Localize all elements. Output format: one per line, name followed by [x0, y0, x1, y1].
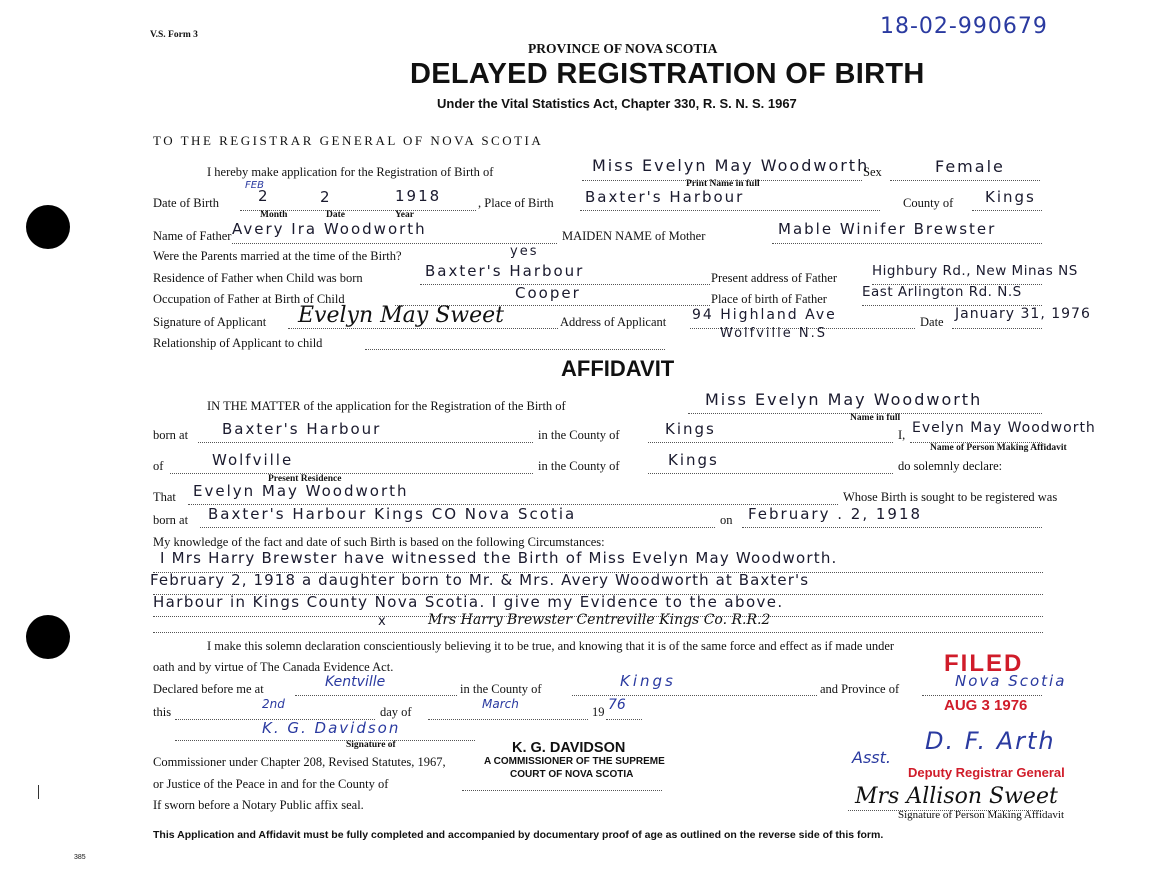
label-this: this — [153, 705, 172, 719]
label-year: Year — [395, 210, 414, 220]
label-in-the-matter: IN THE MATTER of the application for the Registration of the Birth of — [207, 399, 566, 413]
dotted-line — [365, 349, 665, 350]
dotted-line — [952, 328, 1042, 329]
margin-mark — [38, 785, 39, 799]
label-date: Date — [326, 210, 345, 220]
label-maiden-name: MAIDEN NAME of Mother — [562, 229, 706, 243]
affidavit-child-name: Miss Evelyn May Woodworth — [705, 390, 983, 409]
registration-number: 18-02-990679 — [880, 14, 1048, 39]
affidavit-heading: AFFIDAVIT — [561, 356, 675, 381]
label-that: That — [153, 490, 176, 504]
punch-hole — [26, 205, 70, 249]
parents-married: yes — [510, 244, 539, 259]
label-signature-of: Signature of — [346, 740, 396, 750]
declared-day: 2nd — [262, 697, 285, 711]
dotted-line — [648, 442, 893, 443]
mother-maiden-name: Mable Winifer Brewster — [778, 220, 997, 238]
application-date: January 31, 1976 — [955, 306, 1091, 322]
dotted-line — [648, 473, 893, 474]
dotted-line — [170, 473, 533, 474]
label-notary: If sworn before a Notary Public affix seal. — [153, 798, 364, 812]
applicant-address-2: Wolfville N.S — [720, 326, 828, 341]
sex-value: Female — [935, 157, 1005, 176]
dotted-line — [175, 740, 475, 741]
label-knowledge: My knowledge of the fact and date of such Birth is based on the following Circumstances: — [153, 535, 605, 549]
dotted-line — [198, 442, 533, 443]
born-on-date: February . 2, 1918 — [748, 505, 923, 523]
place-of-birth: Baxter's Harbour — [585, 188, 745, 206]
label-solemnly-declare: do solemnly declare: — [898, 459, 1003, 473]
dotted-line — [232, 243, 557, 244]
punch-hole — [26, 615, 70, 659]
label-of: of — [153, 459, 164, 473]
dotted-line — [772, 243, 1042, 244]
label-name-person-affidavit: Name of Person Making Affidavit — [930, 443, 1067, 453]
affidavit-person: Evelyn May Woodworth — [912, 420, 1096, 436]
solemn-declaration-2: oath and by virtue of The Canada Evidence Act. — [153, 660, 394, 674]
label-i: I, — [898, 428, 906, 442]
label-born-at: born at — [153, 428, 189, 442]
applicant-address-1: 94 Highland Ave — [692, 307, 837, 323]
circumstances-line-3: Harbour in Kings County Nova Scotia. I give my Evidence to the above. — [153, 593, 784, 611]
label-born-at-2: born at — [153, 513, 189, 527]
birth-month: 2 — [258, 187, 270, 205]
circumstances-line-2: February 2, 1918 a daughter born to Mr. & Mrs. Avery Woodworth at Baxter's — [150, 571, 810, 589]
registrar-signature: D. F. Arth — [925, 727, 1056, 755]
label-present-residence: Present Residence — [268, 474, 342, 484]
dotted-line — [153, 632, 1043, 633]
label-relationship: Relationship of Applicant to child — [153, 336, 323, 350]
declared-province: Nova Scotia — [955, 672, 1067, 690]
label-name-of-father: Name of Father — [153, 229, 232, 243]
label-name-in-full: Name in full — [850, 413, 901, 423]
child-name: Miss Evelyn May Woodworth — [592, 156, 870, 175]
label-place-of-birth: , Place of Birth — [478, 196, 554, 210]
dotted-line — [572, 695, 817, 696]
assistant-note: Asst. — [852, 748, 891, 767]
label-place-birth-father: Place of birth of Father — [711, 292, 827, 306]
label-signature-applicant: Signature of Applicant — [153, 315, 267, 329]
dotted-line — [200, 527, 715, 528]
commissioner-signature: K. G. Davidson — [262, 719, 401, 737]
label-date-of-birth: Date of Birth — [153, 196, 219, 210]
davidson-stamp-line-1: A COMMISSIONER OF THE SUPREME — [484, 756, 665, 767]
label-on: on — [720, 513, 733, 527]
declared-year: 76 — [608, 697, 626, 713]
label-whose-birth: Whose Birth is sought to be registered was — [843, 490, 1058, 504]
dotted-line — [295, 695, 457, 696]
label-in-county-2: in the County of — [538, 459, 620, 473]
label-address-applicant: Address of Applicant — [560, 315, 667, 329]
label-present-address-father: Present address of Father — [711, 271, 838, 285]
label-in-county: in the County of — [538, 428, 620, 442]
deputy-registrar-stamp: Deputy Registrar General — [908, 765, 1065, 780]
declared-county: Kings — [620, 672, 676, 690]
occupation-father: Cooper — [515, 284, 581, 302]
present-address-father: Highbury Rd., New Minas NS — [872, 263, 1078, 279]
applicant-signature: Evelyn May Sweet — [298, 303, 504, 328]
filed-stamp: FILED — [944, 650, 1024, 677]
label-county: County of — [903, 196, 954, 210]
label-residence-father: Residence of Father when Child was born — [153, 271, 363, 285]
label-year-19: 19 — [592, 705, 605, 719]
province-heading: PROVINCE OF NOVA SCOTIA — [528, 41, 718, 56]
declared-month: March — [482, 697, 519, 711]
footer-note: This Application and Affidavit must be fully completed and accompanied by documentary proof of age as outlined on the reverse side of this form. — [153, 829, 884, 841]
dotted-line — [580, 210, 880, 211]
dotted-line — [742, 527, 1042, 528]
dotted-line — [288, 328, 558, 329]
label-declared-county: in the County of — [460, 682, 542, 696]
label-province-of: and Province of — [820, 682, 900, 696]
born-at-full: Baxter's Harbour Kings CO Nova Scotia — [208, 505, 577, 523]
witness-signature: Mrs Harry Brewster Centreville Kings Co. R.R.2 — [428, 612, 771, 628]
father-name: Avery Ira Woodworth — [232, 220, 427, 238]
label-declared-before: Declared before me at — [153, 682, 264, 696]
affidavit-county: Kings — [665, 420, 716, 438]
affiant-signature: Mrs Allison Sweet — [855, 784, 1058, 809]
dotted-line — [890, 180, 1040, 181]
dotted-line — [922, 695, 1042, 696]
birth-year: 1918 — [395, 187, 442, 205]
dotted-line — [428, 719, 588, 720]
birth-date: 2 — [320, 188, 332, 206]
page-subtitle: Under the Vital Statistics Act, Chapter 330, R. S. N. S. 1967 — [437, 96, 797, 111]
witness-mark: x — [378, 614, 388, 629]
davidson-stamp-line-2: COURT OF NOVA SCOTIA — [510, 769, 634, 780]
affidavit-born-at: Baxter's Harbour — [222, 420, 382, 438]
label-date: Date — [920, 315, 944, 329]
dotted-line — [462, 790, 662, 791]
label-occupation-father: Occupation of Father at Birth of Child — [153, 292, 345, 306]
feb-note: FEB — [245, 180, 264, 191]
label-sex: Sex — [863, 165, 882, 179]
label-justice: or Justice of the Peace in and for the County of — [153, 777, 389, 791]
page-title: DELAYED REGISTRATION OF BIRTH — [410, 58, 925, 90]
that-name: Evelyn May Woodworth — [193, 482, 409, 500]
label-signature-person: Signature of Person Making Affidavit — [898, 809, 1064, 821]
solemn-declaration-1: I make this solemn declaration conscientiously believing it to be true, and knowing that it is of the same force and effect as if made under — [207, 639, 895, 653]
label-make-application: I hereby make application for the Registration of Birth of — [207, 165, 494, 179]
label-print-name: Print Name in full — [686, 179, 760, 189]
residence-father: Baxter's Harbour — [425, 262, 585, 280]
addressee: TO THE REGISTRAR GENERAL OF NOVA SCOTIA — [153, 133, 544, 148]
declared-at: Kentville — [325, 674, 386, 690]
dotted-line — [606, 719, 642, 720]
label-parents-married: Were the Parents married at the time of the Birth? — [153, 249, 402, 263]
circumstances-line-1: I Mrs Harry Brewster have witnessed the Birth of Miss Evelyn May Woodworth. — [160, 549, 838, 567]
place-birth-father: East Arlington Rd. N.S — [862, 284, 1022, 300]
davidson-stamp-name: K. G. DAVIDSON — [512, 740, 626, 756]
corner-number: 385 — [74, 854, 86, 861]
label-day-of: day of — [380, 705, 412, 719]
affidavit-residence-county: Kings — [668, 451, 719, 469]
label-month: Month — [260, 210, 288, 220]
affidavit-residence: Wolfville — [212, 451, 294, 469]
dotted-line — [972, 210, 1042, 211]
filed-date-stamp: AUG 3 1976 — [944, 697, 1028, 714]
form-number: V.S. Form 3 — [150, 30, 198, 40]
county-value: Kings — [985, 188, 1036, 206]
label-commissioner: Commissioner under Chapter 208, Revised Statutes, 1967, — [153, 755, 446, 769]
